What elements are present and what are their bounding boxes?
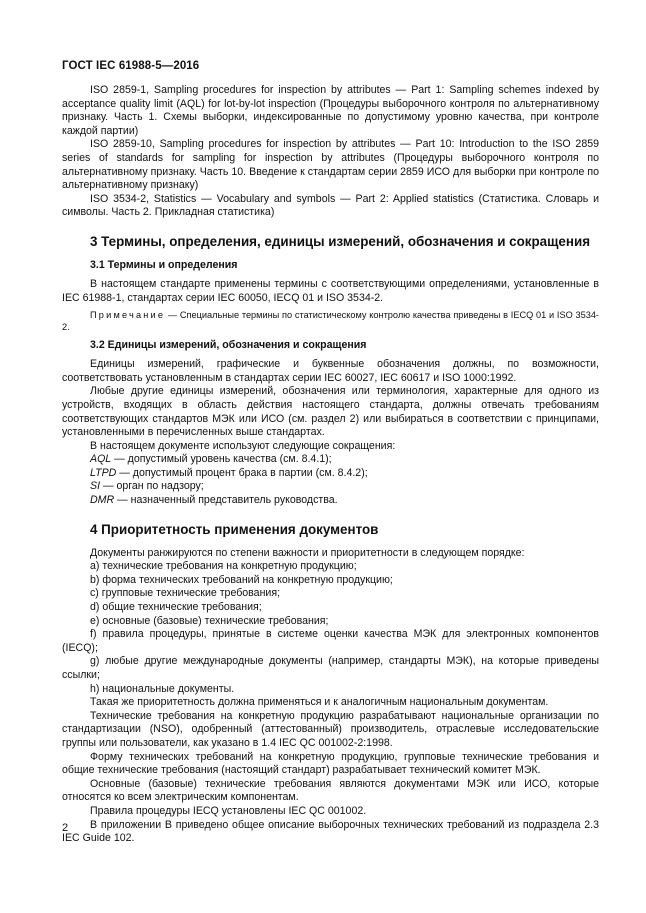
abbreviation-definition: — допустимый уровень качества (см. 8.4.1); [111, 453, 332, 466]
page-number: 2 [62, 822, 69, 834]
abbreviation-item [62, 480, 599, 494]
section-4-paragraph: Технические требования на конкретную продукцию разрабатывают национальные организации по стандартизации (NSO), одобренный (аттестованный) производитель, отраслевые исследовательские группы или пользователи, как указано в 1.4 IEC QC 001002-2:1998. [62, 709, 599, 749]
abbreviation-term: SI [90, 480, 101, 493]
section-3-1-text: В настоящем стандарте применены термины с соответствующими определениями, установленные в IEC 61988-1, стандартах серии IEC 60050, IECQ 01 и ISO 3534-2. [62, 277, 599, 304]
priority-list-item: c) групповые технические требования; [90, 587, 281, 600]
section-4-intro: Документы ранжируются по степени важности и приоритетности в следующем порядке: [90, 546, 525, 559]
abbreviation-item [62, 453, 599, 467]
section-3-1-note [62, 309, 599, 333]
section-4-paragraph: Правила процедуры IECQ установлены IEC QC 001002. [90, 804, 367, 817]
abbreviation-term: LTPD [90, 466, 117, 479]
priority-list-item: d) общие технические требования; [90, 601, 262, 614]
abbreviation-term: AQL [90, 453, 112, 466]
reference-iso-2859-10: ISO 2859-10, Sampling procedures for inspection by attributes — Part 10: Introduction to the ISO 2859 series of standards for sampling for inspection by attributes (Процедуры выборочного контроля по альтернативному признаку. Часть 10. Введение к стандартам серии 2859 ИСО для выборки при контроле по альтернативному признаку) [62, 138, 599, 192]
abbreviations-intro: В настоящем документе используют следующие сокращения: [90, 439, 396, 452]
section-4-paragraph: Форму технических требований на конкретную продукцию, групповые технические требования и общие технические требования (настоящий стандарт) разрабатывает технический комитет МЭК. [62, 750, 599, 777]
priority-list-item: f) правила процедуры, принятые в системе оценки качества МЭК для электронных компонентов (IECQ); [62, 628, 599, 654]
section-4-title: 4 Приоритетность применения документов [90, 521, 379, 537]
section-3-2-paragraph: Любые другие единицы измерений, обозначения или терминология, характерные для одного из устройств, входящих в область действия настоящего стандарта, должны отвечать требованиям соответствующих стандартов МЭК или ИСО (см. раздел 2) или выбираться в соответствии с принципами, установленными в перечисленных выше стандартах. [62, 385, 599, 439]
note-text: — Специальные термины по статистическому контролю качества приведены в IECQ 01 и ISO 3534-2. [62, 310, 599, 333]
priority-list-item: g) любые другие международные документы (например, стандарты МЭК), на которые приведены ссылки; [62, 655, 599, 681]
priority-list-item: e) основные (базовые) технические требования; [90, 614, 329, 627]
section-4-paragraph: Основные (базовые) технические требования являются документами МЭК или ИСО, которые относятся ко всем электрическим компонентам. [62, 777, 599, 804]
note-label: Примечание [90, 310, 166, 321]
section-3-2-title: 3.2 Единицы измерений, обозначения и сокращения [90, 339, 367, 352]
priority-list-item: a) технические требования на конкретную продукцию; [90, 560, 357, 573]
abbreviation-term: DMR [90, 494, 115, 507]
abbreviation-definition: — допустимый процент брака в партии (см. 8.4.2); [116, 466, 368, 479]
reference-iso-2859-1: ISO 2859-1, Sampling procedures for inspection by attributes — Part 1: Sampling schemes indexed by acceptance quality limit (AQL) for lot-by-lot inspection (Процедуры выборочного контроля по альтернативному признаку. Часть 1. Схемы выборки, индексированные по допустимому уровню качества, при контроле каждой партии) [62, 84, 599, 137]
section-3-title: 3 Термины, определения, единицы измерений, обозначения и сокращения [90, 233, 591, 249]
section-3-1-title: 3.1 Термины и определения [90, 258, 238, 271]
section-4-paragraph: В приложении В приведено общее описание выборочных технических требований из подраздела 2.3 IEC Guide 102. [62, 818, 599, 845]
abbreviation-definition: — орган по надзору; [100, 480, 204, 493]
section-4-paragraph: Такая же приоритетность должна применяться и к аналогичным национальным документам. [90, 696, 549, 709]
priority-list-item: b) форма технических требований на конкретную продукцию; [90, 573, 393, 586]
reference-iso-3534-2: ISO 3534-2, Statistics — Vocabulary and symbols — Part 2: Applied statistics (Статистика. Словарь и символы. Часть 2. Прикладная статистика) [62, 192, 599, 219]
abbreviation-definition: — назначенный представитель руководства. [114, 494, 338, 507]
document-header: ГОСТ IEC 61988-5—2016 [62, 60, 200, 72]
document-body [62, 84, 599, 846]
section-3-2-paragraph: Единицы измерений, графические и буквенные обозначения должны, по возможности, соответствовать установленным в стандартах серии IEC 60027, IEC 60617 и ISO 1000:1992. [62, 358, 599, 384]
abbreviation-item [62, 467, 599, 481]
priority-list-item: h) национальные документы. [90, 682, 235, 695]
abbreviation-item [62, 494, 599, 508]
